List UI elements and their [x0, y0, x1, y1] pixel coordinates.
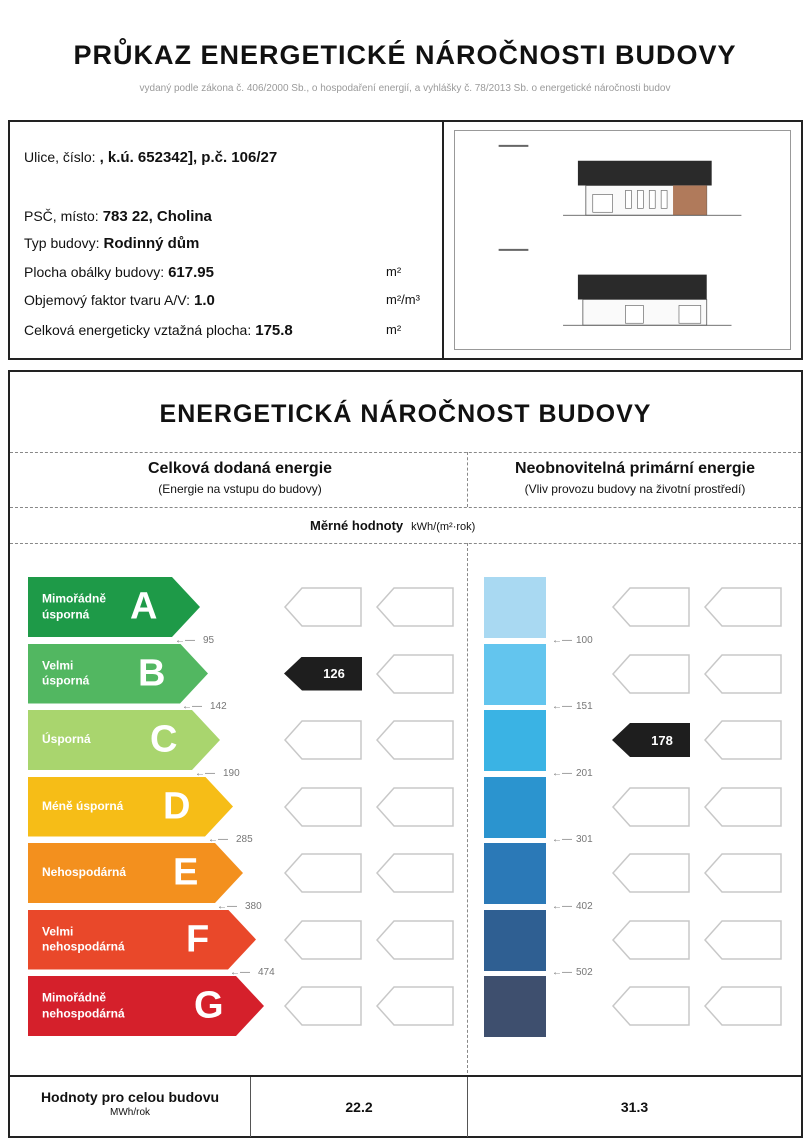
empty-slot-arrow — [612, 853, 690, 893]
envelope-unit: m² — [386, 264, 402, 279]
empty-slot-arrow — [612, 986, 690, 1026]
whole-building-primary-cell — [467, 1077, 801, 1137]
delivered-energy-marker — [284, 657, 362, 691]
primary-threshold: 502 — [576, 967, 593, 978]
envelope-value: 617.95 — [168, 264, 214, 281]
empty-slot-arrow — [284, 853, 362, 893]
envelope-label: Plocha obálky budovy: — [24, 264, 165, 280]
class-label — [42, 799, 123, 815]
empty-slot-arrow — [612, 587, 690, 627]
building-info-panel — [8, 120, 803, 360]
delivered-threshold: 474 — [258, 967, 275, 978]
delivered-threshold: 190 — [223, 767, 240, 779]
type-value: Rodinný dům — [103, 235, 200, 252]
threshold-arrow-icon: ←— — [175, 634, 195, 646]
empty-slot-arrow — [284, 587, 362, 627]
class-label-line: Mimořádně — [42, 990, 107, 1005]
primary-energy-bar-segment — [484, 577, 546, 638]
primary-energy-bar-segment — [484, 710, 546, 771]
left-column-subtitle: (Energie na vstupu do budovy) — [158, 482, 322, 496]
class-label — [42, 591, 106, 622]
whole-building-unit: MWh/rok — [110, 1107, 150, 1118]
document-title: PRŮKAZ ENERGETICKÉ NÁROČNOSTI BUDOVY — [73, 40, 737, 70]
empty-slot-arrow — [284, 920, 362, 960]
whole-building-values — [10, 1075, 801, 1137]
primary-threshold: 151 — [576, 701, 593, 712]
empty-slot-arrow — [704, 587, 782, 627]
class-e-arrow — [28, 843, 243, 903]
class-label-line: Mimořádně — [42, 591, 107, 606]
building-drawing-area — [442, 122, 801, 358]
left-column-title: Celková dodaná energie — [147, 460, 333, 477]
delivered-threshold: 95 — [203, 634, 215, 646]
area-label: Celková energeticky vztažná plocha: — [24, 322, 252, 338]
whole-building-label: Hodnoty pro celou budovu — [40, 1089, 220, 1105]
right-column-header — [470, 460, 800, 496]
primary-threshold: 301 — [576, 834, 593, 845]
class-label-line: úsporná — [42, 607, 90, 621]
class-label-line: Nehospodárná — [42, 865, 127, 880]
primary-energy-bar-segment — [484, 976, 546, 1037]
class-label — [42, 990, 125, 1021]
class-label-line: Velmi — [42, 657, 74, 672]
divider — [10, 543, 801, 544]
empty-slot-arrow — [704, 986, 782, 1026]
threshold-arrow-icon: ←— — [552, 967, 572, 978]
primary-energy-bar-segment — [484, 777, 546, 838]
threshold-arrow-icon: ←— — [552, 634, 572, 646]
class-letter: C — [150, 718, 178, 761]
energy-rating-panel — [8, 370, 803, 1138]
class-letter: G — [194, 984, 224, 1027]
primary-threshold: 201 — [576, 767, 593, 779]
specific-values-label — [310, 518, 475, 533]
whole-building-label-cell — [10, 1077, 250, 1137]
threshold-arrow-icon: ←— — [195, 767, 215, 779]
empty-slot-arrow — [376, 920, 454, 960]
psc-row — [24, 208, 212, 225]
threshold-arrow-icon: ←— — [552, 900, 572, 912]
divider — [467, 452, 468, 507]
class-label — [42, 924, 125, 955]
volume-row — [24, 292, 215, 309]
whole-building-delivered-value: 22.2 — [345, 1099, 373, 1115]
empty-slot-arrow — [284, 720, 362, 760]
volume-label: Objemový faktor tvaru A/V: — [24, 292, 190, 308]
class-c-arrow — [28, 710, 220, 770]
threshold-arrow-icon: ←— — [208, 834, 228, 845]
class-label-line: úsporná — [42, 673, 90, 688]
class-d-arrow — [28, 777, 233, 837]
delivered-threshold: 380 — [245, 900, 262, 912]
class-label-line: nehospodárná — [42, 939, 125, 954]
empty-slot-arrow — [704, 787, 782, 827]
type-row — [24, 235, 199, 252]
envelope-row — [24, 264, 214, 281]
class-letter: A — [130, 585, 158, 628]
empty-slot-arrow — [704, 654, 782, 694]
delivered-threshold: 285 — [236, 834, 253, 845]
threshold-arrow-icon: ←— — [552, 834, 572, 845]
marker-value: 178 — [651, 732, 673, 748]
type-label: Typ budovy: — [24, 235, 100, 251]
area-unit: m² — [386, 322, 402, 337]
specific-values-text: Měrné hodnoty — [310, 518, 404, 533]
document-subtitle: vydaný podle zákona č. 406/2000 Sb., o hospodaření energií, a vyhlášky č. 78/2013 Sb. o energetické náročnosti budov — [139, 83, 671, 94]
elevation-sketch — [455, 131, 790, 349]
class-label-line: nehospodárná — [42, 1006, 125, 1020]
volume-value: 1.0 — [194, 292, 215, 309]
energy-title: ENERGETICKÁ NÁROČNOST BUDOVY — [159, 400, 652, 428]
class-label — [42, 732, 91, 748]
class-b-arrow — [28, 644, 208, 704]
empty-slot-arrow — [284, 787, 362, 827]
class-a-arrow — [28, 577, 200, 637]
threshold-arrow-icon: ←— — [552, 767, 572, 779]
marker-value: 126 — [323, 666, 345, 681]
building-elevation-drawing — [454, 130, 791, 350]
area-value: 175.8 — [255, 322, 293, 339]
whole-building-delivered-cell — [250, 1077, 467, 1137]
street-value: , k.ú. 652342], p.č. 106/27 — [99, 149, 278, 166]
divider — [467, 543, 468, 1073]
right-column-title: Neobnovitelná primární energie — [514, 460, 756, 477]
empty-slot-arrow — [704, 853, 782, 893]
psc-label: PSČ, místo: — [24, 208, 99, 224]
empty-slot-arrow — [376, 587, 454, 627]
empty-slot-arrow — [612, 920, 690, 960]
primary-threshold: 402 — [576, 900, 593, 912]
empty-slot-arrow — [612, 654, 690, 694]
volume-unit: m²/m³ — [386, 292, 420, 307]
class-label-line: Méně úsporná — [42, 798, 124, 813]
empty-slot-arrow — [612, 787, 690, 827]
right-column-subtitle: (Vliv provozu budovy na životní prostředí) — [524, 482, 746, 496]
empty-slot-arrow — [704, 920, 782, 960]
specific-values-unit: kWh/(m²·rok) — [411, 521, 476, 533]
threshold-arrow-icon: ←— — [230, 967, 250, 978]
class-label-line: Úsporná — [42, 732, 91, 747]
class-label — [42, 658, 89, 689]
empty-slot-arrow — [376, 654, 454, 694]
class-letter: E — [173, 851, 199, 894]
empty-slot-arrow — [284, 986, 362, 1026]
class-letter: B — [138, 652, 166, 694]
class-letter: F — [186, 918, 210, 960]
divider — [10, 507, 801, 508]
delivered-threshold: 142 — [210, 701, 227, 712]
primary-energy-bar-segment — [484, 644, 546, 705]
empty-slot-arrow — [704, 720, 782, 760]
threshold-arrow-icon: ←— — [217, 900, 237, 912]
left-column-header — [70, 460, 410, 496]
class-label — [42, 865, 126, 881]
class-label-line: Velmi — [42, 923, 74, 938]
class-letter: D — [163, 785, 191, 827]
class-f-arrow — [28, 910, 256, 970]
street-label: Ulice, číslo: — [24, 149, 96, 165]
threshold-arrow-icon: ←— — [182, 701, 202, 712]
primary-energy-bar-segment — [484, 843, 546, 904]
empty-slot-arrow — [376, 853, 454, 893]
whole-building-primary-value: 31.3 — [620, 1099, 649, 1115]
empty-slot-arrow — [376, 787, 454, 827]
street-row — [24, 149, 277, 166]
divider — [10, 452, 801, 453]
empty-slot-arrow — [376, 986, 454, 1026]
threshold-arrow-icon: ←— — [552, 701, 572, 712]
empty-slot-arrow — [376, 720, 454, 760]
primary-energy-bar-segment — [484, 910, 546, 971]
primary-threshold: 100 — [576, 634, 593, 646]
area-row — [24, 322, 293, 339]
class-g-arrow — [28, 976, 264, 1036]
psc-value: 783 22, Cholina — [102, 208, 212, 225]
primary-energy-marker — [612, 723, 690, 757]
building-info-fields — [10, 122, 440, 358]
